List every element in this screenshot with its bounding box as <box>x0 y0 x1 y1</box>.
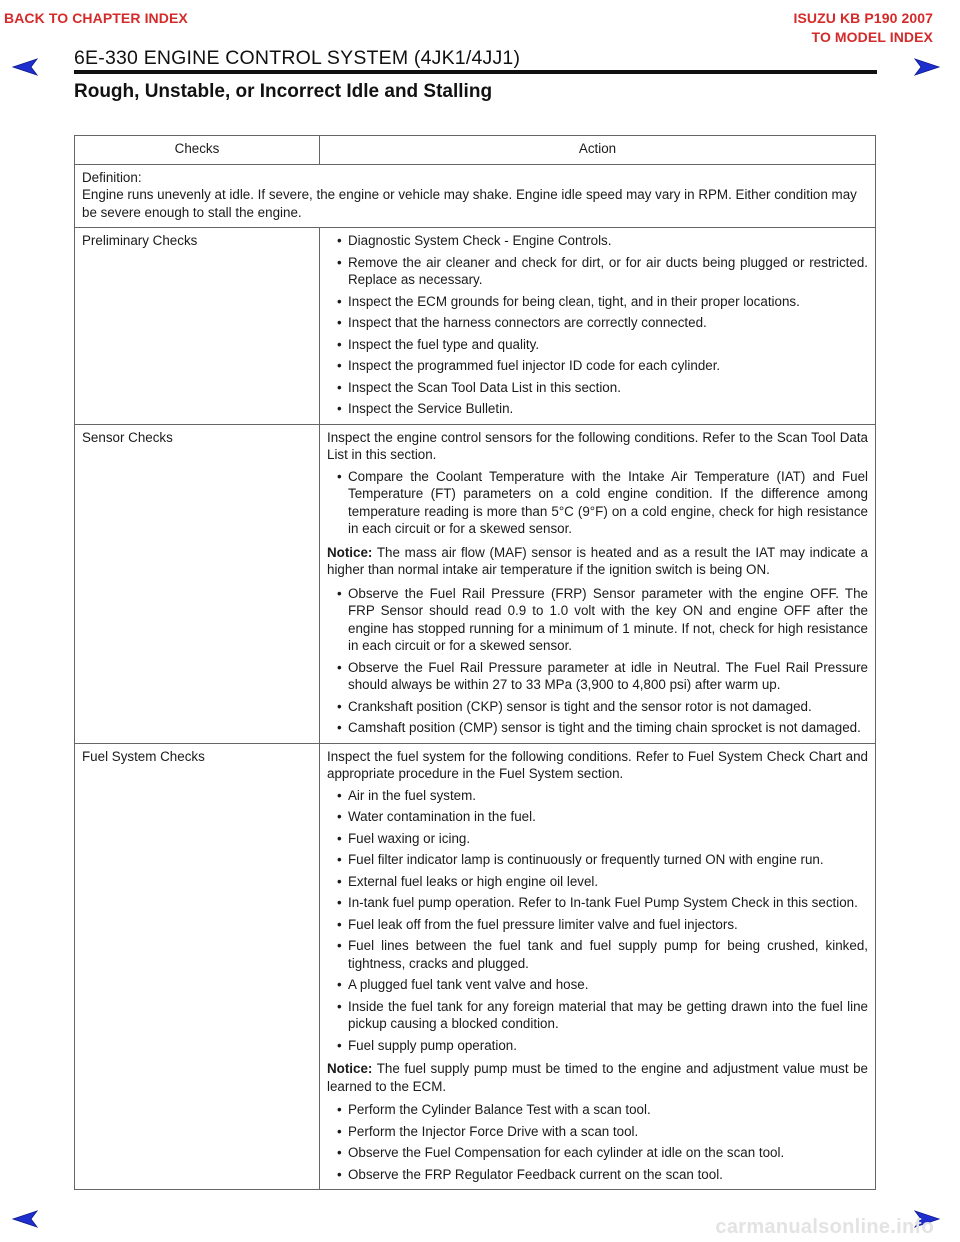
preliminary-checks-label: Preliminary Checks <box>75 228 320 425</box>
column-header-action: Action <box>320 136 876 165</box>
list-item: • In-tank fuel pump operation. Refer to In-tank Fuel Pump System Check in this section. <box>327 894 868 912</box>
preliminary-checks-actions <box>320 228 876 425</box>
definition-text: Engine runs unevenly at idle. If severe, the engine or vehicle may shake. Engine idle speed may vary in RPM. Either condition may be severe enough to stall the engine. <box>82 187 857 220</box>
list-item: • Fuel lines between the fuel tank and fuel supply pump for being crushed, kinked, tightness, cracks and plugged. <box>327 937 868 972</box>
list-item: • Diagnostic System Check - Engine Controls. <box>327 232 868 250</box>
list-item: • Observe the Fuel Rail Pressure parameter at idle in Neutral. The Fuel Rail Pressure should always be within 27 to 33 MPa (3,900 to 4,800 psi) after warm up. <box>327 659 868 694</box>
list-item: • Observe the Fuel Compensation for each cylinder at idle on the scan tool. <box>327 1144 868 1162</box>
back-to-chapter-index-link[interactable]: BACK TO CHAPTER INDEX <box>4 10 188 26</box>
list-item: • Inspect the ECM grounds for being clean, tight, and in their proper locations. <box>327 293 868 311</box>
list-item: • Air in the fuel system. <box>327 787 868 805</box>
fuel-list-b <box>327 1101 868 1183</box>
list-item: • Crankshaft position (CKP) sensor is tight and the sensor rotor is not damaged. <box>327 698 868 716</box>
diagnostic-table <box>74 135 876 1190</box>
list-item: • Inspect that the harness connectors are correctly connected. <box>327 314 868 332</box>
section-title: Rough, Unstable, or Incorrect Idle and Stalling <box>74 81 493 102</box>
preliminary-list <box>327 232 868 418</box>
list-item: • Perform the Injector Force Drive with a scan tool. <box>327 1123 868 1141</box>
table-row-sensor <box>75 424 876 743</box>
notice-label: Notice: <box>327 544 373 560</box>
list-item: • Inspect the Scan Tool Data List in this section. <box>327 379 868 397</box>
next-page-arrow-icon[interactable] <box>914 58 940 76</box>
list-item: • Fuel filter indicator lamp is continuously or frequently turned ON with engine run. <box>327 851 868 869</box>
list-item: • Inspect the programmed fuel injector ID code for each cylinder. <box>327 357 868 375</box>
notice-text: The fuel supply pump must be timed to the engine and adjustment value must be learned to the ECM. <box>327 1061 869 1094</box>
sensor-list-a <box>327 468 868 538</box>
fuel-checks-actions <box>320 743 876 1190</box>
list-item: • Remove the air cleaner and check for dirt, or for air ducts being plugged or restricted. Replace as necessary. <box>327 254 868 289</box>
to-model-index-link[interactable]: TO MODEL INDEX <box>811 29 933 45</box>
list-item: • Perform the Cylinder Balance Test with a scan tool. <box>327 1101 868 1119</box>
list-item: • Camshaft position (CMP) sensor is tight and the timing chain sprocket is not damaged. <box>327 719 868 737</box>
list-item: • Inside the fuel tank for any foreign material that may be getting drawn into the fuel line pickup causing a blocked condition. <box>327 998 868 1033</box>
fuel-intro: Inspect the fuel system for the following conditions. Refer to Fuel System Check Chart and appropriate procedure in the Fuel System section. <box>327 748 868 781</box>
previous-page-bottom-arrow-icon[interactable] <box>12 1210 38 1228</box>
notice-label: Notice: <box>327 1061 373 1076</box>
definition-cell <box>75 164 876 228</box>
list-item: • A plugged fuel tank vent valve and hose. <box>327 976 868 994</box>
definition-row <box>75 164 876 228</box>
list-item: • Inspect the fuel type and quality. <box>327 336 868 354</box>
table-row-preliminary <box>75 228 876 425</box>
list-item: • Fuel leak off from the fuel pressure limiter valve and fuel injectors. <box>327 916 868 934</box>
fuel-checks-label: Fuel System Checks <box>75 743 320 1190</box>
list-item: • External fuel leaks or high engine oil level. <box>327 873 868 891</box>
list-item: • Water contamination in the fuel. <box>327 808 868 826</box>
list-item: • Observe the Fuel Rail Pressure (FRP) Sensor parameter with the engine OFF. The FRP Sensor should read 0.9 to 1.0 volt with the key ON and engine OFF after the engine has stopped running for a minimum of 1 minute. If not, check for high resistance in each circuit or for a skewed sensor. <box>327 585 868 655</box>
notice-text: The mass air flow (MAF) sensor is heated and as a result the IAT may indicate a higher than normal intake air temperature if the ignition switch is being ON. <box>327 544 868 577</box>
fuel-list-a <box>327 787 868 1055</box>
previous-page-arrow-icon[interactable] <box>12 58 38 76</box>
fuel-notice <box>327 1060 868 1095</box>
column-header-checks: Checks <box>75 136 320 165</box>
sensor-checks-label: Sensor Checks <box>75 424 320 743</box>
list-item: • Observe the FRP Regulator Feedback current on the scan tool. <box>327 1166 868 1184</box>
table-header-row <box>75 136 876 165</box>
sensor-intro: Inspect the engine control sensors for the following conditions. Refer to the Scan Tool Data List in this section. <box>327 429 868 462</box>
sensor-checks-actions <box>320 424 876 743</box>
list-item: • Inspect the Service Bulletin. <box>327 400 868 418</box>
list-item: • Compare the Coolant Temperature with the Intake Air Temperature (IAT) and Fuel Temperature (FT) parameters on a cold engine condition. If the difference among temperature reading is more than 5°C (9°F) on a cold engine, check for high resistance in each circuit or for a skewed sensor. <box>327 468 868 538</box>
list-item: • Fuel waxing or icing. <box>327 830 868 848</box>
list-item: • Fuel supply pump operation. <box>327 1037 868 1055</box>
sensor-list-b <box>327 585 868 737</box>
sensor-notice <box>327 544 868 579</box>
table-row-fuel <box>75 743 876 1190</box>
definition-label: Definition: <box>82 169 142 185</box>
page-title: 6E-330 ENGINE CONTROL SYSTEM (4JK1/4JJ1) <box>74 47 521 69</box>
watermark: carmanualsonline.info <box>715 1216 934 1238</box>
model-title-link[interactable]: ISUZU KB P190 2007 <box>793 10 933 26</box>
header-divider <box>74 70 877 74</box>
